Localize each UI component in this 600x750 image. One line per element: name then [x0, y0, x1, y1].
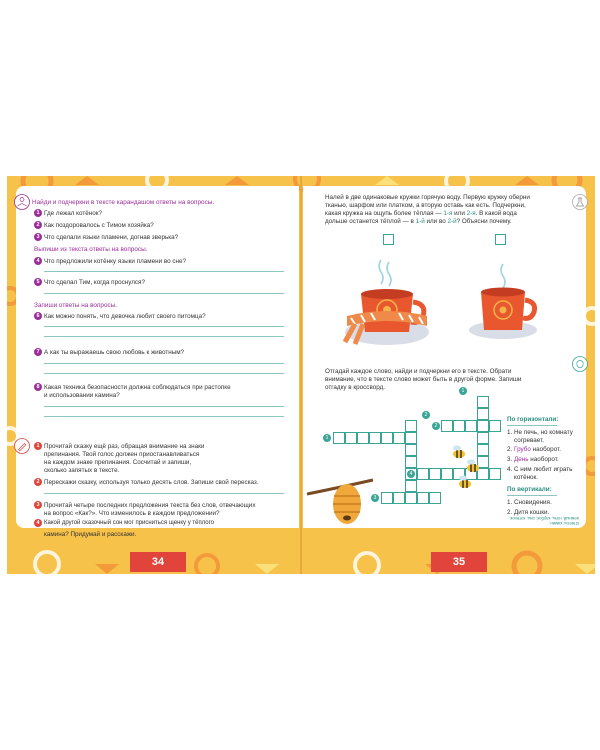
reading-child-icon: [14, 194, 30, 210]
crossword-cell[interactable]: [477, 396, 489, 408]
wrapped-mug-illustration: [341, 258, 431, 348]
book-spine: [300, 176, 302, 574]
brain-icon: [572, 356, 588, 372]
crossword-cell[interactable]: [405, 492, 417, 504]
clue-text: котёнок.: [514, 474, 539, 481]
bees-illustration: [445, 444, 495, 494]
crossword-cell[interactable]: [429, 468, 441, 480]
answer-box-mug-2[interactable]: [495, 234, 506, 245]
question-number: 3: [34, 233, 42, 241]
divider: [507, 495, 557, 496]
crossword-clue-number: 2: [432, 422, 440, 430]
divider: [507, 425, 557, 426]
book-spread: [7, 176, 595, 574]
answer-line[interactable]: [44, 406, 284, 407]
crossword-cell[interactable]: [453, 420, 465, 432]
task-text: сколько запятых в тексте.: [44, 467, 120, 474]
pencil-icon: [14, 438, 30, 454]
experiment-icon: [572, 194, 588, 210]
answer-line[interactable]: [44, 363, 284, 364]
question-number: 1: [34, 209, 42, 217]
task-number: 2: [34, 478, 42, 486]
crossword-clue-number: 1: [323, 434, 331, 442]
answer-line[interactable]: [44, 293, 284, 294]
answer-text: Ответы: камин,: [549, 521, 579, 526]
crossword-cell[interactable]: [489, 420, 501, 432]
answer-line[interactable]: [44, 416, 284, 417]
clue-text: 1. Сновидения.: [507, 499, 552, 506]
crossword-cell[interactable]: [405, 456, 417, 468]
question-text: и использовании камина?: [44, 392, 120, 399]
crossword-cell[interactable]: [477, 420, 489, 432]
clue-text: 2. Дитя кошки.: [507, 509, 550, 516]
crossword-cell[interactable]: [405, 480, 417, 492]
question-text: Что предложили котёнку языки пламени во сне?: [44, 258, 186, 265]
crossword-cell[interactable]: [393, 432, 405, 444]
intro-text: дольше останется тёплой — в 1-й или во 2-й? Объясни почему.: [325, 218, 512, 225]
clue-text: согревает.: [514, 437, 545, 444]
question-text: Где лежал котёнок?: [44, 210, 102, 217]
page-number-left: 34: [130, 552, 186, 572]
answer-box-mug-1[interactable]: [383, 234, 394, 245]
crossword-cell[interactable]: [393, 492, 405, 504]
task-text: на каждом знаке препинания. Сосчитай и запиши,: [44, 459, 192, 466]
section-header-answer: Запиши ответы на вопросы.: [34, 302, 118, 309]
crossword-cell[interactable]: [345, 432, 357, 444]
question-number: 2: [34, 221, 42, 229]
task-text: препинания. Твой голос должен приостанавливаться: [44, 451, 200, 458]
crossword-cell[interactable]: [477, 432, 489, 444]
right-page: [303, 186, 586, 528]
question-number: 4: [34, 257, 42, 265]
section-header-find: Найди и подчеркни в тексте карандашом ответы на вопросы.: [32, 199, 215, 206]
crossword-cell[interactable]: [429, 492, 441, 504]
task-number: 4: [34, 519, 42, 527]
crossword-cell[interactable]: [417, 468, 429, 480]
crossword-instruction: Отгадай каждое слово, найди и подчеркни его в тексте. Обрати: [325, 368, 512, 375]
question-text: Что сделал Тим, когда проснулся?: [44, 279, 145, 286]
question-text: А как ты выражаешь свою любовь к животным?: [44, 349, 185, 356]
crossword-cell[interactable]: [405, 420, 417, 432]
intro-text: какая кружка на ощупь более тёплая — 1-я или 2-я. В какой вода: [325, 210, 517, 217]
mug-1-label: 1-я: [443, 210, 453, 217]
task-text: на вопрос «Как?». Что изменилось в каждом предложении?: [44, 510, 220, 517]
crossword-clue-number: 3: [371, 494, 379, 502]
intro-text: тканью, шарфом или платком, а вторую оставь как есть. Подчеркни,: [325, 202, 526, 209]
question-number: 6: [34, 312, 42, 320]
answer-text: нежный, ночь, клубок; сны, котёнок.: [509, 516, 579, 521]
question-text: Какая техника безопасности должна соблюдаться при растопке: [44, 384, 231, 391]
task-text: Прочитай четыре последних предложения текста без слов, отвечающих: [44, 502, 256, 509]
page-number-right: 35: [431, 552, 487, 572]
answer-line[interactable]: [44, 493, 284, 494]
clue-text: 2. Грубо наоборот.: [507, 446, 561, 453]
answer-line[interactable]: [44, 373, 284, 374]
crossword-cell[interactable]: [477, 408, 489, 420]
answer-line[interactable]: [44, 336, 284, 337]
mug-2-label: 2-я: [466, 210, 476, 217]
task-number: 3: [34, 501, 42, 509]
plain-mug-illustration: [463, 262, 543, 342]
crossword-instruction: внимание, что в тексте слово может быть в другой форме. Запиши: [325, 376, 522, 383]
vertical-clues-title: По вертикали:: [507, 486, 552, 493]
question-text: Что сделали языки пламени, догнав зверька?: [44, 234, 179, 241]
task-text: Перескажи сказку, используя только десять слов. Запиши свой пересказ.: [44, 479, 259, 486]
beehive-illustration: [307, 474, 377, 528]
question-number: 7: [34, 348, 42, 356]
crossword-clue-number: 4: [407, 470, 415, 478]
crossword-cell[interactable]: [465, 420, 477, 432]
upside-down-answers: [489, 516, 579, 526]
section-header-write-out: Выпиши из текста ответы на вопросы.: [34, 246, 148, 253]
clue-text: 1. Не печь, но комнату: [507, 429, 573, 436]
crossword-cell[interactable]: [405, 444, 417, 456]
crossword-cell[interactable]: [381, 492, 393, 504]
task-text: Какой другой сказочный сон мог присниться щенку у тёплого: [44, 520, 215, 526]
clue-text: 3. День наоборот.: [507, 456, 559, 463]
crossword-clue-number: 2: [422, 411, 430, 419]
question-number: 8: [34, 383, 42, 391]
crossword-cell[interactable]: [441, 420, 453, 432]
left-page: [16, 186, 299, 528]
question-text: Как можно понять, что девочка любит своего питомца?: [44, 313, 206, 320]
crossword-cell[interactable]: [357, 432, 369, 444]
crossword-cell[interactable]: [381, 432, 393, 444]
intro-text: Налей в две одинаковые кружки горячую воду. Первую кружку оберни: [325, 194, 530, 201]
answer-line[interactable]: [44, 326, 284, 327]
question-number: 5: [34, 278, 42, 286]
answer-line[interactable]: [44, 271, 284, 272]
question-text: Как поздоровалось с Тимом хозяйка?: [44, 222, 154, 229]
crossword-clue-number: 1: [459, 387, 467, 395]
task-text: камина? Придумай и расскажи.: [44, 531, 137, 538]
crossword-cell[interactable]: [333, 432, 345, 444]
crossword-cell[interactable]: [417, 492, 429, 504]
task-text: Прочитай сказку ещё раз, обращая внимание на знаки: [44, 443, 205, 450]
clue-text: 4. С ним любит играть: [507, 466, 573, 473]
crossword-cell[interactable]: [405, 432, 417, 444]
task-number: 1: [34, 442, 42, 450]
crossword-instruction: отгадку в кроссворд.: [325, 384, 386, 391]
horizontal-clues-title: По горизонтали:: [507, 416, 559, 423]
crossword-cell[interactable]: [369, 432, 381, 444]
